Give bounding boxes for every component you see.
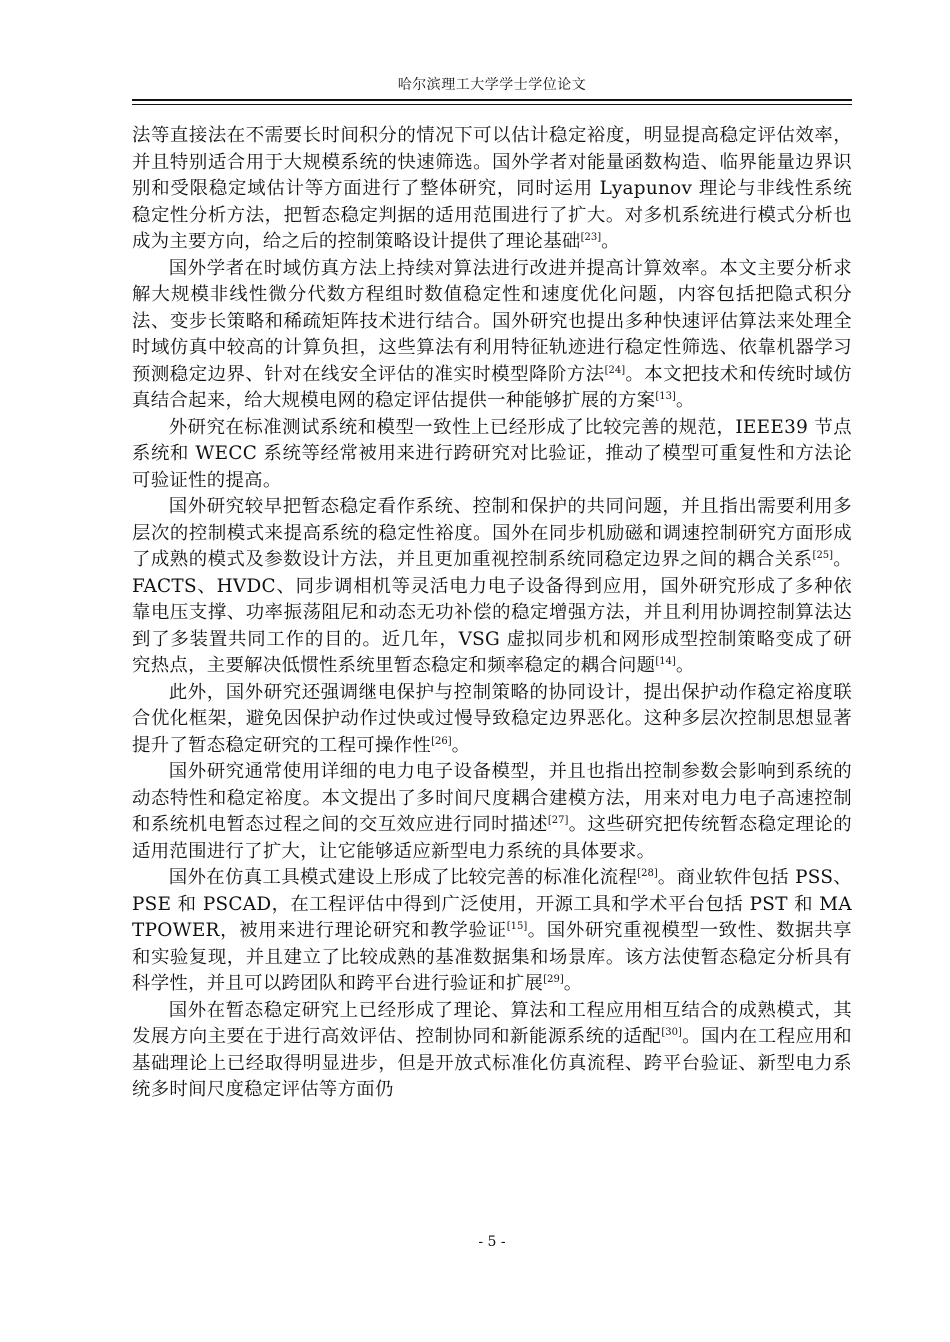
paragraph <box>132 865 852 998</box>
paragraph-text: 。 <box>675 655 695 676</box>
header-rule <box>132 99 852 101</box>
paragraph <box>132 759 852 865</box>
citation-ref: [24] <box>604 364 626 376</box>
paragraph-text: 。国内在工程应用和基础理论上已经取得明显进步，但是开放式标准化仿真流程、跨平台验证、新型电力系统多时间尺度稳定评估等方面仍 <box>132 1026 852 1100</box>
paragraph <box>132 256 852 415</box>
paragraph-text: 。FACTS、HVDC、同步调相机等灵活电力电子设备得到应用，国外研究形成了多种依靠电压支撑、功率振荡阻尼和动态无功补偿的稳定增强方法，并且利用协调控制算法达到了多装置共同工作的目的。近几年，VSG 虚拟同步机和网形成型控制策略变成了研究热点，主要解决低惯性系统里暂态稳定和频率稳定的耦合问题 <box>132 549 852 676</box>
page-header <box>132 72 852 98</box>
paragraph-text: 。国外研究重视模型一致性、数据共享和实验复现，并且建立了比较成熟的基准数据集和场景库。该方法使暂态稳定分析具有科学性，并且可以跨团队和跨平台进行验证和扩展 <box>132 920 852 994</box>
paragraph-text: 外研究在标准测试系统和模型一致性上已经形成了比较完善的规范，IEEE39 节点系统和 WECC 系统等经常被用来进行跨研究对比验证，推动了模型可重复性和方法论可验证性的提高。 <box>132 416 852 491</box>
citation-ref: [27] <box>547 815 569 826</box>
paragraph-text: 国外在仿真工具模式建设上形成了比较完善的标准化流程 <box>168 867 638 888</box>
paragraph <box>132 680 852 760</box>
paragraph-text: 国外研究较早把暂态稳定看作系统、控制和保护的共同问题，并且指出需要利用多层次的控制模式来提高系统的稳定性裕度。国外在同步机励磁和调速控制研究方面形成了成熟的模式及参数设计方法，并且更加重视控制系统同稳定边界之间的耦合关系 <box>132 496 852 570</box>
citation-ref: [25] <box>812 550 834 561</box>
paragraph <box>132 123 852 256</box>
paragraph-text: 国外学者在时域仿真方法上持续对算法进行改进并提高计算效率。本文主要分析求解大规模非线性微分代数方程组时数值稳定性和速度优化问题，内容包括把隐式积分法、变步长策略和稀疏矩阵技术进行结合。国外研究也提出多种快速评估算法来处理全时域仿真中较高的计算负担，这些算法有利用特征轨迹进行稳定性筛选、依靠机器学习预测稳定边界、针对在线安全评估的准实时模型降阶方法 <box>132 257 852 385</box>
paragraph-text: 此外，国外研究还强调继电保护与控制策略的协同设计，提出保护动作稳定裕度联合优化框架，避免因保护动作过快或过慢导致稳定边界恶化。这种多层次控制思想显著提升了暂态稳定研究的工程可操作性 <box>132 681 852 756</box>
paragraph-text: 。 <box>451 734 471 756</box>
citation-ref: [28] <box>637 868 658 879</box>
citation-ref: [15] <box>506 921 528 932</box>
paragraph-text: 。 <box>563 973 583 994</box>
citation-ref: [13] <box>655 391 676 402</box>
header-rule-secondary <box>132 104 852 105</box>
citation-ref: [30] <box>661 1027 682 1038</box>
paragraph-text: 法等直接法在不需要长时间积分的情况下可以估计稳定裕度，明显提高稳定评估效率，并且特别适合用于大规模系统的快速筛选。国外学者对能量函数构造、临界能量边界识别和受限稳定域估计等方面进行了整体研究，同时运用 Lyapunov 理论与非线性系统稳定性分析方法，把暂态稳定判据的适用范围进行了扩大。对多机系统进行模式分析也成为主要方向，给之后的控制策略设计提供了理论基础 <box>132 125 852 252</box>
body-text <box>132 123 852 1104</box>
citation-ref: [23] <box>580 232 602 243</box>
paragraph-text: 。本文把技术和传统时域仿真结合起来，给大规模电网的稳定评估提供一种能够扩展的方案 <box>132 363 852 411</box>
citation-ref: [26] <box>431 735 452 747</box>
paragraph-text: 。商业软件包括 PSS、PSE 和 PSCAD，在工程评估中得到广泛使用，开源工具和学术平台包括 PST 和 MATPOWER，被用来进行理论研究和教学验证 <box>132 867 852 941</box>
paragraph-text: 。这些研究把传统暂态稳定理论的适用范围进行了扩大，让它能够适应新型电力系统的具体要求。 <box>132 814 852 862</box>
paragraph-text: 国外在暂态稳定研究上已经形成了理论、算法和工程应用相互结合的成熟模式，其发展方向主要在于进行高效评估、控制协同和新能源系统的适配 <box>132 999 852 1047</box>
paragraph-text: 国外研究通常使用详细的电力电子设备模型，并且也指出控制参数会影响到系统的动态特性和稳定裕度。本文提出了多时间尺度耦合建模方法，用来对电力电子高速控制和系统机电暂态过程之间的交互效应进行同时描述 <box>132 761 852 835</box>
paragraph <box>132 494 852 680</box>
paragraph <box>132 415 852 495</box>
paragraph-text: 。 <box>675 390 695 411</box>
page-number-text: - 5 - <box>478 1234 506 1250</box>
header-title: 哈尔滨理工大学学士学位论文 <box>397 77 587 93</box>
paragraph <box>132 998 852 1104</box>
citation-ref: [14] <box>655 656 676 667</box>
citation-ref: [29] <box>543 974 564 985</box>
page-number <box>132 1232 852 1252</box>
paragraph-text: 。 <box>601 231 620 252</box>
